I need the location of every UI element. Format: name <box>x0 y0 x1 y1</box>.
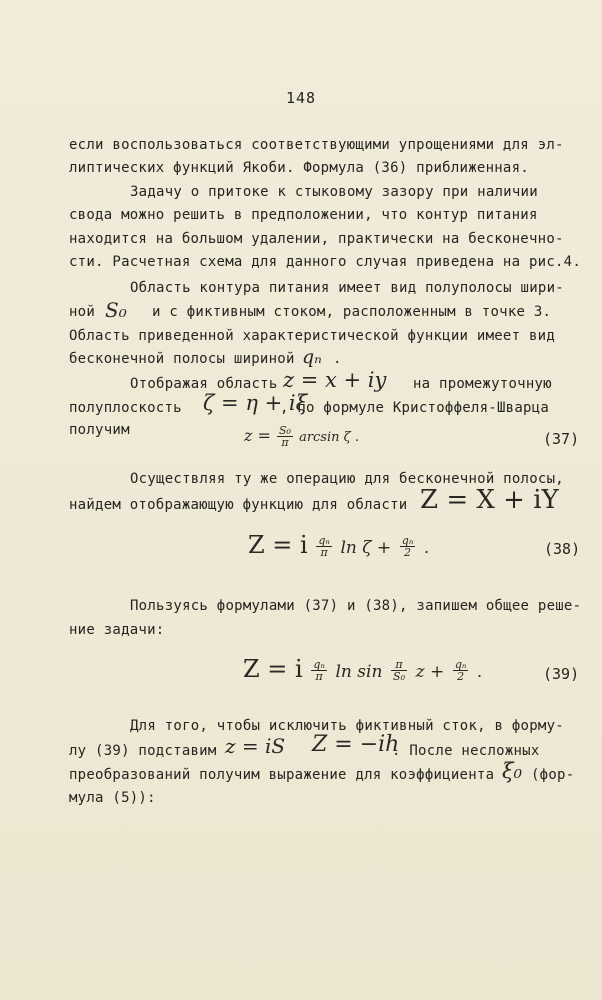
text-line: Осуществляя ту же операцию для бесконечной полосы, <box>130 471 564 487</box>
text-line: и с фиктивным стоком, расположенным в точке 3. <box>152 304 552 320</box>
eq37-denominator: π <box>281 436 289 449</box>
text-line: на промежуточную <box>413 376 552 392</box>
equation-38 <box>248 531 429 559</box>
text-line: липтических функций Якоби. Формула (36) приближенная. <box>69 160 529 176</box>
page-number: 148 <box>285 89 317 107</box>
math-z-map: z = x + iy <box>283 368 387 392</box>
text-line: , по формуле Кристоффеля-Шварца <box>280 400 550 416</box>
text-line: бесконечной полосы шириной <box>69 351 295 367</box>
eq39-denominator-2: S₀ <box>393 670 405 683</box>
eq39-denominator-1: π <box>315 670 323 683</box>
text-line: мула (5)): <box>69 790 156 806</box>
eq39-mid: ln sin <box>335 662 383 682</box>
text-line: Пользуясь формулами (37) и (38), запишем общее реше- <box>130 598 582 614</box>
text-line: Задачу о притоке к стыковому зазору при наличии <box>130 184 538 200</box>
math-s0: S₀ <box>105 298 127 322</box>
equation-39 <box>243 655 482 683</box>
eq39-numerator-2: π <box>391 659 407 671</box>
math-zeta-map: ζ = η + iξ <box>203 391 308 415</box>
eq38-fraction-2 <box>400 535 416 558</box>
text-line: (фор- <box>531 767 575 783</box>
equation-number-38: (38) <box>544 540 581 558</box>
eq39-fraction-1 <box>311 659 327 682</box>
math-Z-map: Z = X + iY <box>420 485 559 515</box>
eq38-numerator-1: qₙ <box>318 534 330 547</box>
eq37-fraction <box>277 425 293 448</box>
text-line: сти. Расчетная схема для данного случая приведена на рис.4. <box>69 254 582 270</box>
eq37-numerator: S₀ <box>279 424 291 437</box>
eq38-end: . <box>423 538 430 557</box>
eq39-lhs: Z = i <box>243 655 303 683</box>
eq38-denominator-1: π <box>320 546 328 559</box>
text-line: находится на большом удалении, практически на бесконечно- <box>69 231 564 247</box>
text-line: Область контура питания имеет вид полуполосы шири- <box>130 280 564 296</box>
eq39-z: z + <box>415 662 445 682</box>
math-Z-ih: Z = −ih <box>312 732 400 757</box>
text-line: преобразований получим выражение для коэффициента <box>69 767 495 783</box>
text-line: . После несложных <box>392 743 540 759</box>
text-line: ной <box>69 304 96 320</box>
text-line: полуплоскость <box>69 400 182 416</box>
text-line: Область приведенной характеристической функции имеет вид <box>69 328 556 344</box>
math-qn: qₙ <box>302 346 322 368</box>
text-line: Отображая область <box>130 376 278 392</box>
eq39-numerator-1: qₙ <box>313 658 325 671</box>
text-line: найдем отображающую функцию для области <box>69 497 408 513</box>
text-line: если воспользоваться соответствующими упрощениями для эл- <box>69 137 564 153</box>
eq39-numerator-3: qₙ <box>454 658 467 671</box>
eq39-denominator-3: 2 <box>457 670 465 683</box>
eq38-mid: ln ζ + <box>340 538 392 558</box>
equation-number-39: (39) <box>543 665 580 683</box>
eq38-lhs: Z = i <box>248 531 308 559</box>
text-line: свода можно решить в предположении, что контур питания <box>69 207 538 223</box>
text-line: Для того, чтобы исключить фиктивный сток, в форму- <box>130 718 564 734</box>
eq39-end: . <box>477 662 483 681</box>
text-line: ние задачи: <box>69 622 165 638</box>
text-line: лу (39) подставим <box>69 743 217 759</box>
text-line: . <box>333 351 342 367</box>
equation-37 <box>244 425 359 448</box>
text-line: получим <box>69 422 130 438</box>
eq38-denominator-2: 2 <box>404 546 412 559</box>
equation-number-37: (37) <box>543 430 580 448</box>
eq37-rest: arcsin ζ . <box>299 430 359 445</box>
eq39-fraction-2 <box>391 659 407 682</box>
eq38-fraction-1 <box>316 535 332 558</box>
eq38-numerator-2: qₙ <box>401 534 414 547</box>
eq39-fraction-3 <box>453 659 469 682</box>
math-xi0: ξ₀ <box>502 759 522 783</box>
eq37-lhs: z = <box>244 426 271 445</box>
math-z-is: z = iS <box>225 734 286 758</box>
